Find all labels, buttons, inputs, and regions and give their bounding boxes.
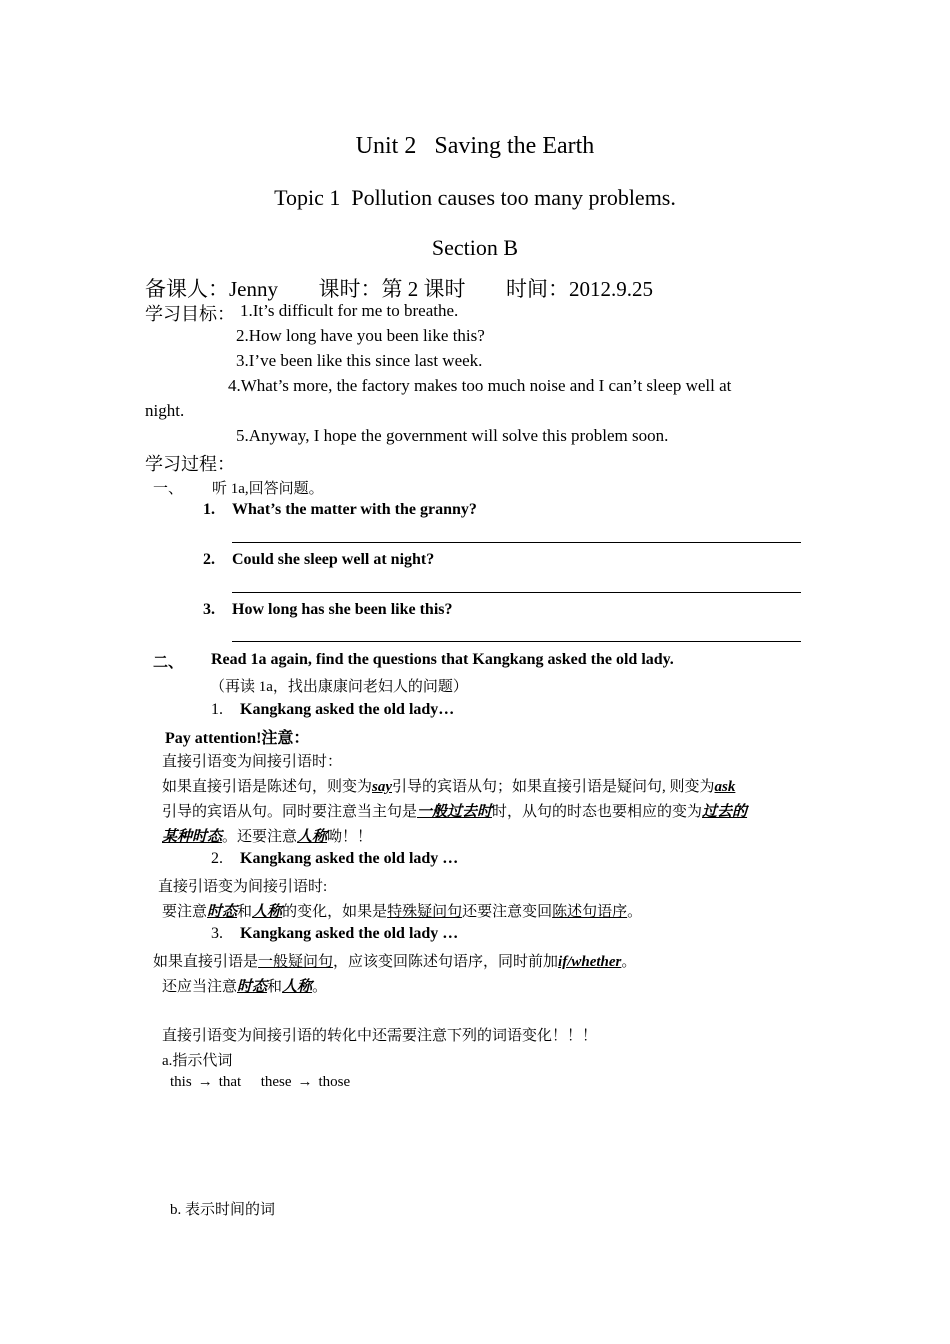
part2-instruction-cn: （再读 1a，找出康康问老妇人的问题） — [210, 679, 468, 695]
keyword-ask: ask — [714, 779, 736, 795]
part2-q2: Kangkang asked the old lady … — [240, 850, 459, 867]
note1-b: 引导的宾语从句；如果直接引语是疑问句, 则变为 — [392, 779, 715, 795]
keyword-past-simple: 一般过去时 — [417, 804, 493, 820]
objective-4-cont: night. — [145, 401, 185, 420]
doc-title: Unit 2 Saving the Earth — [355, 133, 595, 159]
keyword-person-3: 人称 — [282, 979, 313, 995]
attention-heading: Pay attention!注意： — [165, 730, 310, 747]
arrow-icon: → — [197, 1074, 213, 1090]
note1-line1 — [162, 775, 735, 796]
keyword-say: say — [372, 779, 393, 795]
word-those: those — [318, 1074, 351, 1090]
keyword-person-2: 人称 — [252, 904, 283, 920]
period-label: 课时： — [318, 277, 382, 301]
lesson-header — [145, 273, 653, 303]
part2-q3: Kangkang asked the old lady … — [240, 925, 459, 942]
answer-line-3[interactable] — [232, 641, 801, 642]
note1-c: 引导的宾语从句。同时要注意当主句是 — [162, 804, 418, 820]
keyword-if-whether: if/whether — [558, 954, 622, 970]
preparer-name: Jenny — [229, 277, 278, 301]
question-1: What’s the matter with the granny? — [232, 501, 477, 518]
note1-intro: 直接引语变为间接引语时： — [162, 754, 343, 770]
answer-line-2[interactable] — [232, 592, 801, 593]
keyword-person: 人称 — [297, 829, 328, 845]
part2-number: 二、 — [153, 655, 184, 671]
note3-b: ，应该变回陈述句语序，同时前加 — [333, 954, 559, 970]
question-3: How long has she been like this? — [232, 601, 453, 618]
note4-line — [162, 975, 327, 996]
note1-e: 。还要注意 — [222, 829, 298, 845]
objective-3: 3.I’ve been like this since last week. — [236, 351, 483, 370]
part2-q1: Kangkang asked the old lady… — [240, 701, 455, 718]
keyword-special-question: 特殊疑问句 — [387, 904, 463, 920]
note2-b: 和 — [237, 904, 253, 920]
process-label: 学习过程： — [145, 454, 235, 474]
time-label: 时间： — [506, 277, 569, 301]
part1-number: 一、 — [153, 481, 184, 497]
question-3-number: 3. — [203, 601, 215, 618]
period-value: 第 2 课时 — [381, 277, 466, 301]
demonstratives-examples — [170, 1074, 350, 1091]
part2-q1-number: 1. — [211, 701, 223, 718]
word-this: this — [170, 1074, 192, 1090]
part2-q2-number: 2. — [211, 850, 223, 867]
note2-e: 。 — [627, 904, 643, 920]
note1-f: 呦！！ — [327, 829, 373, 845]
note4-c: 。 — [312, 979, 328, 995]
doc-section: Section B — [431, 235, 519, 260]
note1-a: 如果直接引语是陈述句，则变为 — [162, 779, 373, 795]
keyword-tense-2: 时态 — [237, 979, 268, 995]
part2-instruction: Read 1a again, find the questions that Kangkang asked the old lady. — [211, 651, 674, 668]
note1-line3 — [162, 825, 372, 846]
note4-b: 和 — [267, 979, 283, 995]
word-these: these — [260, 1074, 292, 1090]
answer-line-1[interactable] — [232, 542, 801, 543]
note1-d: 时，从句的时态也要相应的变为 — [492, 804, 703, 820]
demonstratives-label: a.指示代词 — [162, 1053, 233, 1069]
note2-c: 的变化，如果是 — [282, 904, 388, 920]
objective-2: 2.How long have you been like this? — [236, 326, 485, 345]
objectives-label: 学习目标： — [145, 304, 235, 324]
part1-instruction: 听 1a,回答问题。 — [212, 481, 324, 497]
note2-a: 要注意 — [162, 904, 208, 920]
note3-line — [153, 950, 636, 971]
note2-d: 还要注意变回 — [462, 904, 553, 920]
objective-1: 1.It’s difficult for me to breathe. — [240, 301, 459, 320]
keyword-general-question: 一般疑问句 — [258, 954, 334, 970]
keyword-statement-order: 陈述句语序 — [552, 904, 628, 920]
keyword-tense: 时态 — [207, 904, 238, 920]
note4-a: 还应当注意 — [162, 979, 238, 995]
note3-c: 。 — [621, 954, 637, 970]
part2-q3-number: 3. — [211, 925, 223, 942]
objective-4: 4.What’s more, the factory makes too much noise and I can’t sleep well at — [228, 376, 732, 395]
note1-line2 — [162, 800, 747, 821]
keyword-past-tense-1: 过去的 — [702, 804, 748, 820]
doc-topic: Topic 1 Pollution causes too many problems. — [274, 185, 676, 210]
arrow-icon: → — [297, 1074, 313, 1090]
note2-line — [162, 900, 642, 921]
note2-intro: 直接引语变为间接引语时: — [158, 879, 328, 895]
keyword-past-tense-2: 某种时态 — [162, 829, 223, 845]
changes-intro: 直接引语变为间接引语的转化中还需要注意下列的词语变化！！！ — [162, 1028, 598, 1044]
objective-5: 5.Anyway, I hope the government will solve this problem soon. — [236, 426, 669, 445]
preparer-label: 备课人： — [145, 277, 229, 301]
time-value: 2012.9.25 — [569, 277, 653, 301]
note3-a: 如果直接引语是 — [153, 954, 259, 970]
word-that: that — [218, 1074, 242, 1090]
time-words-label: b. 表示时间的词 — [170, 1202, 276, 1218]
question-2: Could she sleep well at night? — [232, 551, 435, 568]
question-1-number: 1. — [203, 501, 215, 518]
question-2-number: 2. — [203, 551, 215, 568]
